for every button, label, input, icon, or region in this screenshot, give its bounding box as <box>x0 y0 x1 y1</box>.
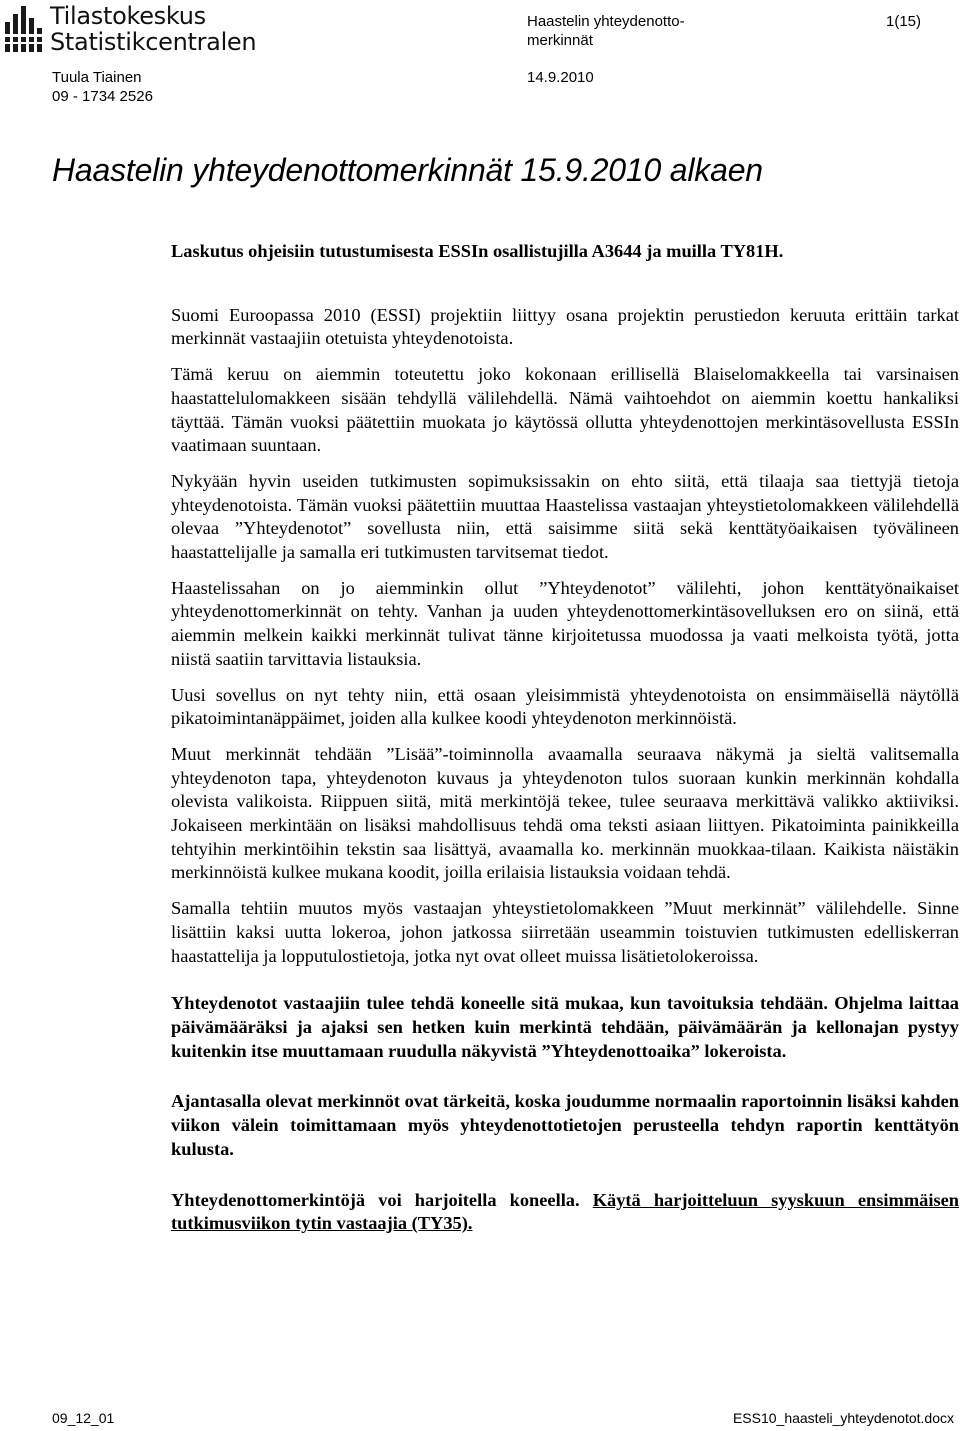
document-subtitle: Laskutus ohjeisiin tutustumisesta ESSIn osallistujilla A3644 ja muilla TY81H. <box>171 241 784 261</box>
final-underlined-text: Käytä harjoitteluun syyskuun ensimmäisen tutkimusviikon tytin vastaajia (TY35). <box>171 1189 959 1234</box>
paragraph: Muut merkinnät tehdään ”Lisää”-toiminnolla avaamalla seuraava näkymä ja sieltä valitsemalla yhteydenoton tapa, yhteydenoton kuvaus ja yhteydenoton tulos suoraan kunkin merkinnän kohdalla olevista valikoista. Riippuen siitä, mitä merkintöjä tekee, tulee seuraava merkittävä valikko aktiiviksi. Jokaiseen merkintään on lisäksi mahdollisuus tehdä oma teksti asiaan liittyen. Pikatoiminta painikkeilla tehtyihin merkintöihin tekstin saa lisättyä, avaamalla ko. merkinnän muokkaa-tilaan. Kaikista näistäkin merkinnöistä kulkee mukana koodit, joilla erilaisia listauksia voidaan tehdä. <box>171 743 959 883</box>
logo-text-swedish: Statistikcentralen <box>50 28 257 56</box>
paragraph: Suomi Euroopassa 2010 (ESSI) projektiin liittyy osana projektin perustiedon keruuta erittäin tarkat merkinnät vastaajiin otetuista yhteydenotoista. <box>171 304 959 349</box>
bold-paragraph: Ajantasalla olevat merkinnöt ovat tärkeitä, koska joudumme normaalin raportoinnin lisäksi kahden viikon välein toimittamaan myös yhteydenottotietojen perusteella tehdyn raportin kenttätyön kulusta. <box>171 1091 959 1159</box>
statistics-finland-logo <box>4 2 257 56</box>
header-document-title: Haastelin yhteydenotto- merkinnät <box>527 13 685 49</box>
logo-text-finnish: Tilastokeskus <box>50 2 206 30</box>
document-body <box>171 240 959 1248</box>
document-title: Haastelin yhteydenottomerkinnät 15.9.2010 alkaen <box>52 152 763 188</box>
paragraph: Samalla tehtiin muutos myös vastaajan yhteystietolomakkeen ”Muut merkinnät” välilehdelle. Sinne lisättiin kaksi uutta lokeroa, johon jatkossa siirretään useammin toistuvien tutkimusten edelliskerran haastattelija ja lopputulostietoja, jotka nyt ovat olleet muissa lisätietolokeroissa. <box>171 898 959 966</box>
final-plain-text: Yhteydenottomerkintöjä voi harjoitella koneella. <box>171 1189 593 1210</box>
logo-bars-icon <box>4 4 48 52</box>
footer-code: 09_12_01 <box>52 1410 115 1426</box>
header-phone: 09 - 1734 2526 <box>52 88 153 105</box>
paragraph: Tämä keruu on aiemmin toteutettu joko kokonaan erillisellä Blaiselomakkeella tai varsinaisen haastattelulomakkeen sisään tehdyllä välilehdellä. Nämä vaihtoehdot on aiemmin koettu hankaliksi täyttää. Tämän vuoksi päätettiin muokata jo käytössä ollutta yhteydenottojen merkintäsovellusta ESSIn vaatimaan suuntaan. <box>171 364 959 456</box>
final-paragraph <box>171 1189 959 1236</box>
paragraph: Uusi sovellus on nyt tehty niin, että osaan yleisimmistä yhteydenotoista on ensimmäisellä näytöllä pikatoimintanäppäimet, joiden alla kulkee koodi yhteydenoton merkinnöistä. <box>171 684 959 729</box>
paragraph: Haastelissahan on jo aiemminkin ollut ”Yhteydenotot” välilehti, johon kenttätyönaikaiset yhteydenottomerkinnät on tehty. Vanhan ja uuden yhteydenottomerkintäsovelluksen ero on siinä, että aiemmin melkein kaikki merkinnät tulivat tänne kirjoitetussa muodossa ja vaati melkoista työtä, jotta niistä saatiin tarvittavia listauksia. <box>171 577 959 669</box>
header-page-number: 1(15) <box>886 13 922 30</box>
footer-filename: ESS10_haasteli_yhteydenotot.docx <box>732 1410 954 1426</box>
header-date: 14.9.2010 <box>527 69 594 86</box>
paragraph: Nykyään hyvin useiden tutkimusten sopimuksissakin on ehto siitä, että tilaaja saa tiettyjä tietoja yhteydenotoista. Tämän vuoksi päätettiin muuttaa Haastelissa vastaajan yhteystietolomakkeen välilehdellä olevaa ”Yhteydenotot” sovellusta niin, että saisimme siitä sekä kenttätyöaikaisen työvälineen haastattelijalle ja samalla eri tutkimusten tarvitsemat tiedot. <box>171 470 959 563</box>
bold-paragraph: Yhteydenotot vastaajiin tulee tehdä koneelle sitä mukaa, kun tavoituksia tehdään. Ohjelma laittaa päivämääräksi ja ajaksi sen hetken kuin merkintä tehdään, päivämäärän ja kellonajan pystyy kuitenkin itse muuttamaan ruudulla näkyvistä ”Yhteydenottoaika” lokeroista. <box>171 993 959 1061</box>
header-author: Tuula Tiainen <box>52 69 142 86</box>
